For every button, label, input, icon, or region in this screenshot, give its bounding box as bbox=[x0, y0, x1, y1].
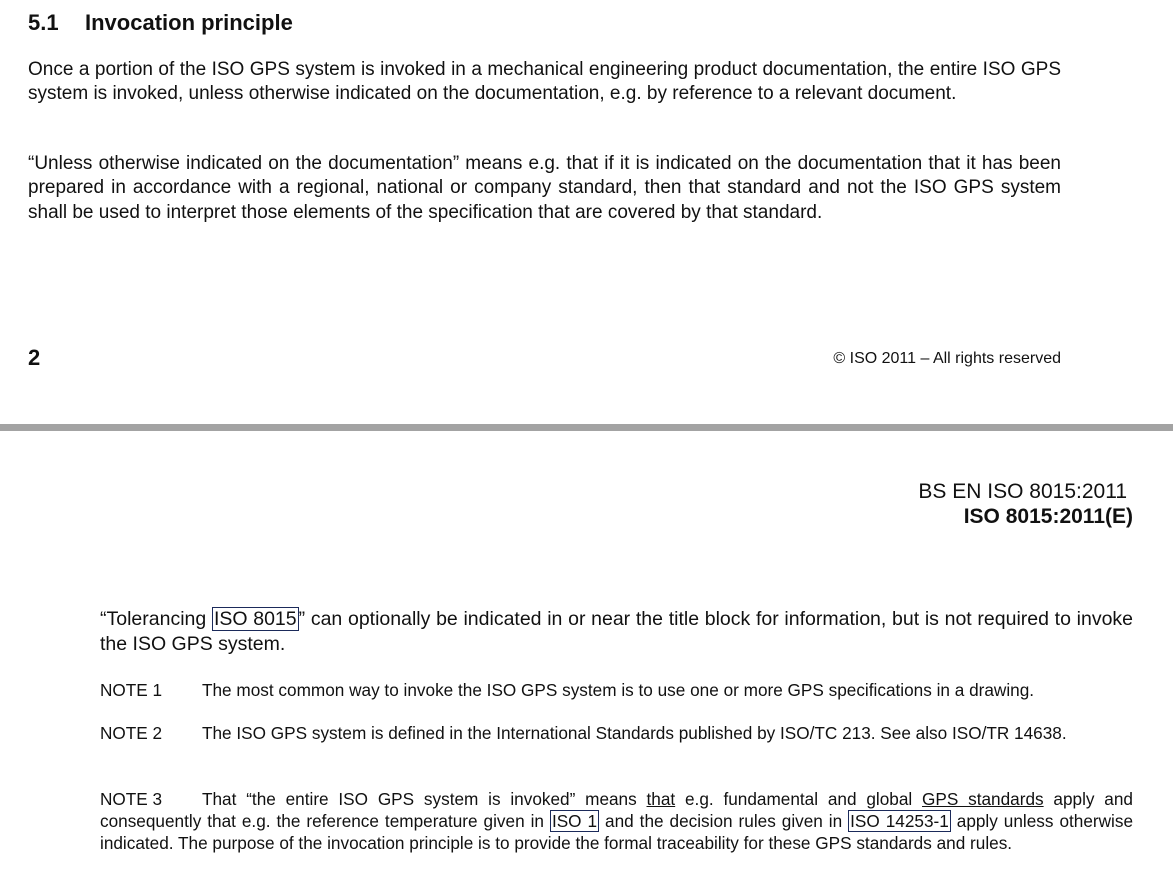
note-text: The most common way to invoke the ISO GPS system is to use one or more GPS specifications in a drawing. bbox=[202, 680, 1035, 700]
note-label: NOTE 1 bbox=[100, 680, 163, 700]
standard-reference-iso: ISO 8015:2011(E) bbox=[963, 505, 1133, 528]
note-text: The ISO GPS system is defined in the International Standards published by ISO/TC 213. See also ISO/TR 14638. bbox=[202, 723, 1067, 743]
document-page-top bbox=[0, 0, 1173, 424]
note-text: apply unless otherwise indicated. The purpose of the invocation principle is to provide the formal traceability for these GPS standards and rules. bbox=[100, 811, 1134, 853]
note-text: GPS standards bbox=[922, 789, 1044, 809]
note-label: NOTE 3 bbox=[100, 789, 163, 809]
page-number: 2 bbox=[28, 345, 41, 370]
page-separator bbox=[0, 424, 1173, 431]
paragraph: “Unless otherwise indicated on the documentation” means e.g. that if it is indicated on the documentation that it has been prepared in accordance with a regional, national or company standard, then that standard and not the ISO GPS system shall be used to interpret those elements of the specification that are covered by that standard. bbox=[28, 153, 1061, 223]
standard-reference-bs: BS EN ISO 8015:2011 bbox=[918, 480, 1127, 503]
iso-8015-link[interactable]: ISO 8015 bbox=[213, 608, 297, 630]
note bbox=[100, 788, 1133, 854]
document-page-bottom bbox=[0, 431, 1173, 889]
section-heading bbox=[28, 10, 293, 36]
iso-14253-1-link[interactable]: ISO 14253-1 bbox=[850, 811, 949, 831]
section-title: Invocation principle bbox=[85, 10, 293, 35]
note-label: NOTE 2 bbox=[100, 723, 163, 743]
note bbox=[100, 679, 1133, 701]
paragraph: Once a portion of the ISO GPS system is invoked in a mechanical engineering product documentation, the entire ISO GPS system is invoked, unless otherwise indicated on the documentation, e.g. by reference to a relevant document. bbox=[28, 59, 1061, 105]
note-text: That “the entire ISO GPS system is invoked” means bbox=[202, 789, 647, 809]
note bbox=[100, 722, 1133, 744]
note-text: e.g. fundamental and global bbox=[675, 789, 923, 809]
paragraph-text: “Tolerancing bbox=[100, 608, 212, 630]
paragraph-text: ” can optionally be indicated in or near the title block for information, but is not required to invoke the ISO GPS system. bbox=[100, 608, 1134, 655]
section-number: 5.1 bbox=[28, 10, 59, 35]
copyright-notice: © ISO 2011 – All rights reserved bbox=[833, 350, 1061, 367]
standard-reference-header bbox=[918, 479, 1133, 529]
paragraph bbox=[100, 607, 1133, 657]
iso-1-link[interactable]: ISO 1 bbox=[551, 811, 598, 831]
note-text: that bbox=[646, 789, 676, 809]
note-text: apply and consequently that e.g. the reference temperature given in bbox=[100, 789, 1133, 831]
note-text: and the decision rules given in bbox=[599, 811, 849, 831]
